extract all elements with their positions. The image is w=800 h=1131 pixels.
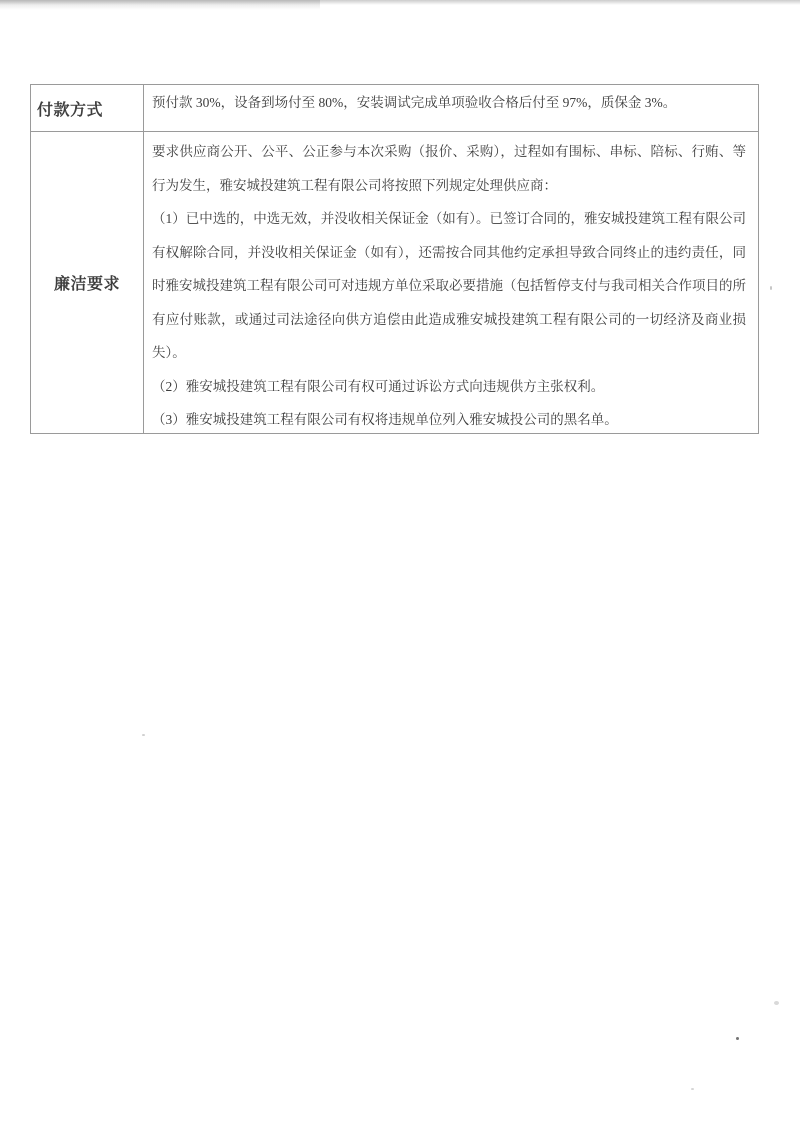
payment-method-terms-text: 预付款 30%，设备到场付至 80%，安装调试完成单项验收合格后付至 97%，质保金 3%。 [152,95,677,110]
scan-dust-speck [691,1088,694,1090]
scan-edge-shading [0,0,800,5]
integrity-requirements-label: 廉洁要求 [31,132,144,433]
integrity-clause-2: （2）雅安城投建筑工程有限公司有权可通过诉讼方式向违规供方主张权利。 [152,378,605,394]
scan-dust-speck [142,734,145,736]
scan-dust-speck [736,1037,739,1040]
table-row-integrity-requirements [31,131,758,433]
integrity-intro-paragraph: 要求供应商公开、公平、公正参与本次采购（报价、采购），过程如有围标、串标、陪标、行贿、等行为发生，雅安城投建筑工程有限公司将按照下列规定处理供应商： [152,144,746,193]
scan-dust-speck [774,1001,779,1005]
integrity-clause-1: （1）已中选的，中选无效，并没收相关保证金（如有）。已签订合同的，雅安城投建筑工程有限公司有权解除合同，并没收相关保证金（如有），还需按合同其他约定承担导致合同终止的违约责任，同时雅安城投建筑工程有限公司可对违规方单位采取必要措施（包括暂停支付与我司相关合作项目的所有应付账款，或通过司法途径向供方追偿由此造成雅安城投建筑工程有限公司的一切经济及商业损失）。 [152,211,746,360]
procurement-terms-table [30,84,759,434]
integrity-requirements-text [144,132,758,433]
scan-edge-shading-left [0,0,320,10]
integrity-clause-3: （3）雅安城投建筑工程有限公司有权将违规单位列入雅安城投公司的黑名单。 [152,412,618,427]
scan-dust-speck [770,286,772,290]
table-row-payment-method [31,85,758,131]
payment-method-label: 付款方式 [31,85,144,131]
